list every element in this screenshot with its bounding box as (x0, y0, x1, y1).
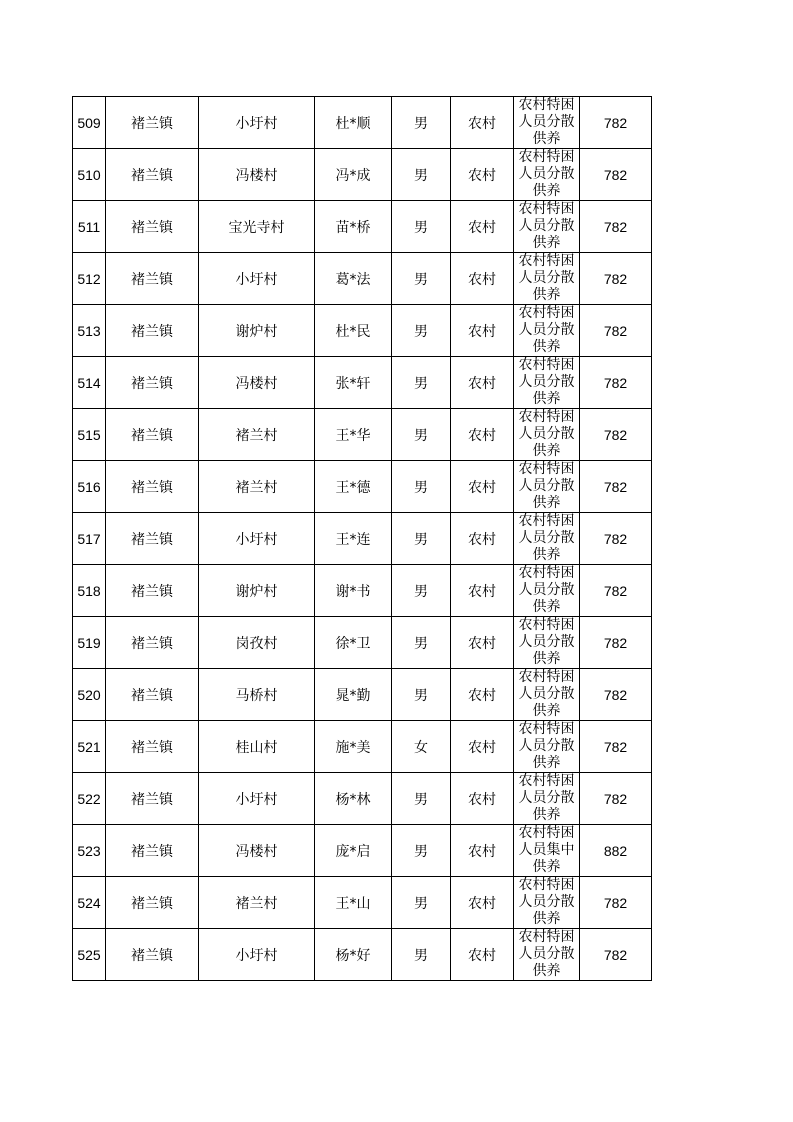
amount-cell: 782 (580, 565, 652, 617)
table-row (73, 461, 652, 513)
serial-number-cell: 511 (73, 201, 106, 253)
amount-cell: 782 (580, 773, 652, 825)
amount-cell: 782 (580, 97, 652, 149)
amount-cell: 782 (580, 201, 652, 253)
gender-cell: 男 (392, 357, 451, 409)
area-type-cell: 农村 (451, 877, 514, 929)
gender-cell: 男 (392, 617, 451, 669)
village-cell: 冯楼村 (199, 149, 315, 201)
gender-cell: 男 (392, 409, 451, 461)
village-cell: 褚兰村 (199, 877, 315, 929)
support-type-text: 农村特困人员分散供养 (518, 253, 575, 303)
gender-cell: 男 (392, 513, 451, 565)
area-type-cell: 农村 (451, 773, 514, 825)
area-type-cell: 农村 (451, 149, 514, 201)
table-row (73, 201, 652, 253)
support-type-text: 农村特困人员集中供养 (518, 825, 575, 875)
table-row (73, 721, 652, 773)
support-type-cell (514, 97, 580, 149)
table-row (73, 253, 652, 305)
support-type-cell (514, 929, 580, 981)
village-cell: 马桥村 (199, 669, 315, 721)
table-row (73, 825, 652, 877)
town-cell: 褚兰镇 (106, 409, 199, 461)
gender-cell: 男 (392, 97, 451, 149)
person-name-cell: 张*轩 (315, 357, 392, 409)
support-type-cell (514, 617, 580, 669)
amount-cell: 782 (580, 253, 652, 305)
area-type-cell: 农村 (451, 305, 514, 357)
table-row (73, 929, 652, 981)
village-cell: 小圩村 (199, 773, 315, 825)
gender-cell: 男 (392, 773, 451, 825)
village-cell: 宝光寺村 (199, 201, 315, 253)
area-type-cell: 农村 (451, 357, 514, 409)
area-type-cell: 农村 (451, 825, 514, 877)
gender-cell: 男 (392, 669, 451, 721)
town-cell: 褚兰镇 (106, 617, 199, 669)
amount-cell: 782 (580, 409, 652, 461)
table-row (73, 669, 652, 721)
town-cell: 褚兰镇 (106, 669, 199, 721)
area-type-cell: 农村 (451, 721, 514, 773)
serial-number-cell: 521 (73, 721, 106, 773)
amount-cell: 782 (580, 929, 652, 981)
area-type-cell: 农村 (451, 669, 514, 721)
town-cell: 褚兰镇 (106, 565, 199, 617)
support-type-text: 农村特困人员分散供养 (518, 305, 575, 355)
table-row (73, 97, 652, 149)
serial-number-cell: 518 (73, 565, 106, 617)
amount-cell: 782 (580, 357, 652, 409)
village-cell: 小圩村 (199, 929, 315, 981)
serial-number-cell: 523 (73, 825, 106, 877)
relief-roster-table (72, 96, 652, 981)
support-type-cell (514, 513, 580, 565)
gender-cell: 男 (392, 565, 451, 617)
table-row (73, 773, 652, 825)
person-name-cell: 杨*林 (315, 773, 392, 825)
support-type-cell (514, 409, 580, 461)
serial-number-cell: 509 (73, 97, 106, 149)
table-body (73, 97, 652, 981)
village-cell: 冯楼村 (199, 357, 315, 409)
person-name-cell: 杜*民 (315, 305, 392, 357)
table-row (73, 305, 652, 357)
gender-cell: 男 (392, 877, 451, 929)
area-type-cell: 农村 (451, 513, 514, 565)
table-row (73, 513, 652, 565)
amount-cell: 782 (580, 461, 652, 513)
person-name-cell: 庞*启 (315, 825, 392, 877)
serial-number-cell: 512 (73, 253, 106, 305)
person-name-cell: 冯*成 (315, 149, 392, 201)
town-cell: 褚兰镇 (106, 305, 199, 357)
support-type-text: 农村特困人员分散供养 (518, 409, 575, 459)
town-cell: 褚兰镇 (106, 357, 199, 409)
person-name-cell: 王*连 (315, 513, 392, 565)
serial-number-cell: 519 (73, 617, 106, 669)
amount-cell: 782 (580, 721, 652, 773)
area-type-cell: 农村 (451, 565, 514, 617)
village-cell: 冯楼村 (199, 825, 315, 877)
village-cell: 岗孜村 (199, 617, 315, 669)
serial-number-cell: 522 (73, 773, 106, 825)
support-type-cell (514, 461, 580, 513)
area-type-cell: 农村 (451, 201, 514, 253)
area-type-cell: 农村 (451, 461, 514, 513)
support-type-cell (514, 721, 580, 773)
table-row (73, 149, 652, 201)
serial-number-cell: 514 (73, 357, 106, 409)
person-name-cell: 杜*顺 (315, 97, 392, 149)
village-cell: 小圩村 (199, 97, 315, 149)
gender-cell: 男 (392, 305, 451, 357)
area-type-cell: 农村 (451, 253, 514, 305)
amount-cell: 782 (580, 669, 652, 721)
village-cell: 褚兰村 (199, 461, 315, 513)
serial-number-cell: 525 (73, 929, 106, 981)
support-type-cell (514, 149, 580, 201)
town-cell: 褚兰镇 (106, 877, 199, 929)
support-type-cell (514, 877, 580, 929)
support-type-text: 农村特困人员分散供养 (518, 721, 575, 771)
serial-number-cell: 516 (73, 461, 106, 513)
village-cell: 谢炉村 (199, 305, 315, 357)
support-type-cell (514, 825, 580, 877)
support-type-cell (514, 357, 580, 409)
serial-number-cell: 517 (73, 513, 106, 565)
table-row (73, 565, 652, 617)
town-cell: 褚兰镇 (106, 201, 199, 253)
support-type-cell (514, 253, 580, 305)
gender-cell: 男 (392, 825, 451, 877)
support-type-text: 农村特困人员分散供养 (518, 513, 575, 563)
gender-cell: 女 (392, 721, 451, 773)
support-type-cell (514, 669, 580, 721)
table-row (73, 617, 652, 669)
person-name-cell: 王*山 (315, 877, 392, 929)
serial-number-cell: 510 (73, 149, 106, 201)
town-cell: 褚兰镇 (106, 825, 199, 877)
town-cell: 褚兰镇 (106, 721, 199, 773)
table-row (73, 357, 652, 409)
town-cell: 褚兰镇 (106, 97, 199, 149)
village-cell: 褚兰村 (199, 409, 315, 461)
village-cell: 谢炉村 (199, 565, 315, 617)
table-row (73, 409, 652, 461)
serial-number-cell: 524 (73, 877, 106, 929)
gender-cell: 男 (392, 461, 451, 513)
area-type-cell: 农村 (451, 409, 514, 461)
support-type-text: 农村特困人员分散供养 (518, 149, 575, 199)
person-name-cell: 葛*法 (315, 253, 392, 305)
area-type-cell: 农村 (451, 617, 514, 669)
person-name-cell: 徐*卫 (315, 617, 392, 669)
town-cell: 褚兰镇 (106, 149, 199, 201)
support-type-cell (514, 201, 580, 253)
town-cell: 褚兰镇 (106, 513, 199, 565)
serial-number-cell: 515 (73, 409, 106, 461)
person-name-cell: 谢*书 (315, 565, 392, 617)
amount-cell: 782 (580, 149, 652, 201)
serial-number-cell: 513 (73, 305, 106, 357)
person-name-cell: 施*美 (315, 721, 392, 773)
town-cell: 褚兰镇 (106, 773, 199, 825)
support-type-text: 农村特困人员分散供养 (518, 565, 575, 615)
gender-cell: 男 (392, 149, 451, 201)
town-cell: 褚兰镇 (106, 253, 199, 305)
person-name-cell: 王*华 (315, 409, 392, 461)
gender-cell: 男 (392, 929, 451, 981)
support-type-cell (514, 565, 580, 617)
amount-cell: 782 (580, 877, 652, 929)
support-type-text: 农村特困人员分散供养 (518, 877, 575, 927)
support-type-text: 农村特困人员分散供养 (518, 97, 575, 147)
gender-cell: 男 (392, 253, 451, 305)
area-type-cell: 农村 (451, 929, 514, 981)
village-cell: 小圩村 (199, 253, 315, 305)
amount-cell: 782 (580, 305, 652, 357)
gender-cell: 男 (392, 201, 451, 253)
person-name-cell: 晁*勤 (315, 669, 392, 721)
support-type-text: 农村特困人员分散供养 (518, 617, 575, 667)
town-cell: 褚兰镇 (106, 461, 199, 513)
support-type-text: 农村特困人员分散供养 (518, 357, 575, 407)
support-type-text: 农村特困人员分散供养 (518, 461, 575, 511)
person-name-cell: 杨*好 (315, 929, 392, 981)
amount-cell: 782 (580, 513, 652, 565)
support-type-text: 农村特困人员分散供养 (518, 929, 575, 979)
support-type-text: 农村特困人员分散供养 (518, 773, 575, 823)
village-cell: 桂山村 (199, 721, 315, 773)
town-cell: 褚兰镇 (106, 929, 199, 981)
serial-number-cell: 520 (73, 669, 106, 721)
support-type-cell (514, 773, 580, 825)
support-type-text: 农村特困人员分散供养 (518, 201, 575, 251)
person-name-cell: 王*德 (315, 461, 392, 513)
amount-cell: 882 (580, 825, 652, 877)
support-type-cell (514, 305, 580, 357)
area-type-cell: 农村 (451, 97, 514, 149)
amount-cell: 782 (580, 617, 652, 669)
table-row (73, 877, 652, 929)
person-name-cell: 苗*桥 (315, 201, 392, 253)
support-type-text: 农村特困人员分散供养 (518, 669, 575, 719)
village-cell: 小圩村 (199, 513, 315, 565)
